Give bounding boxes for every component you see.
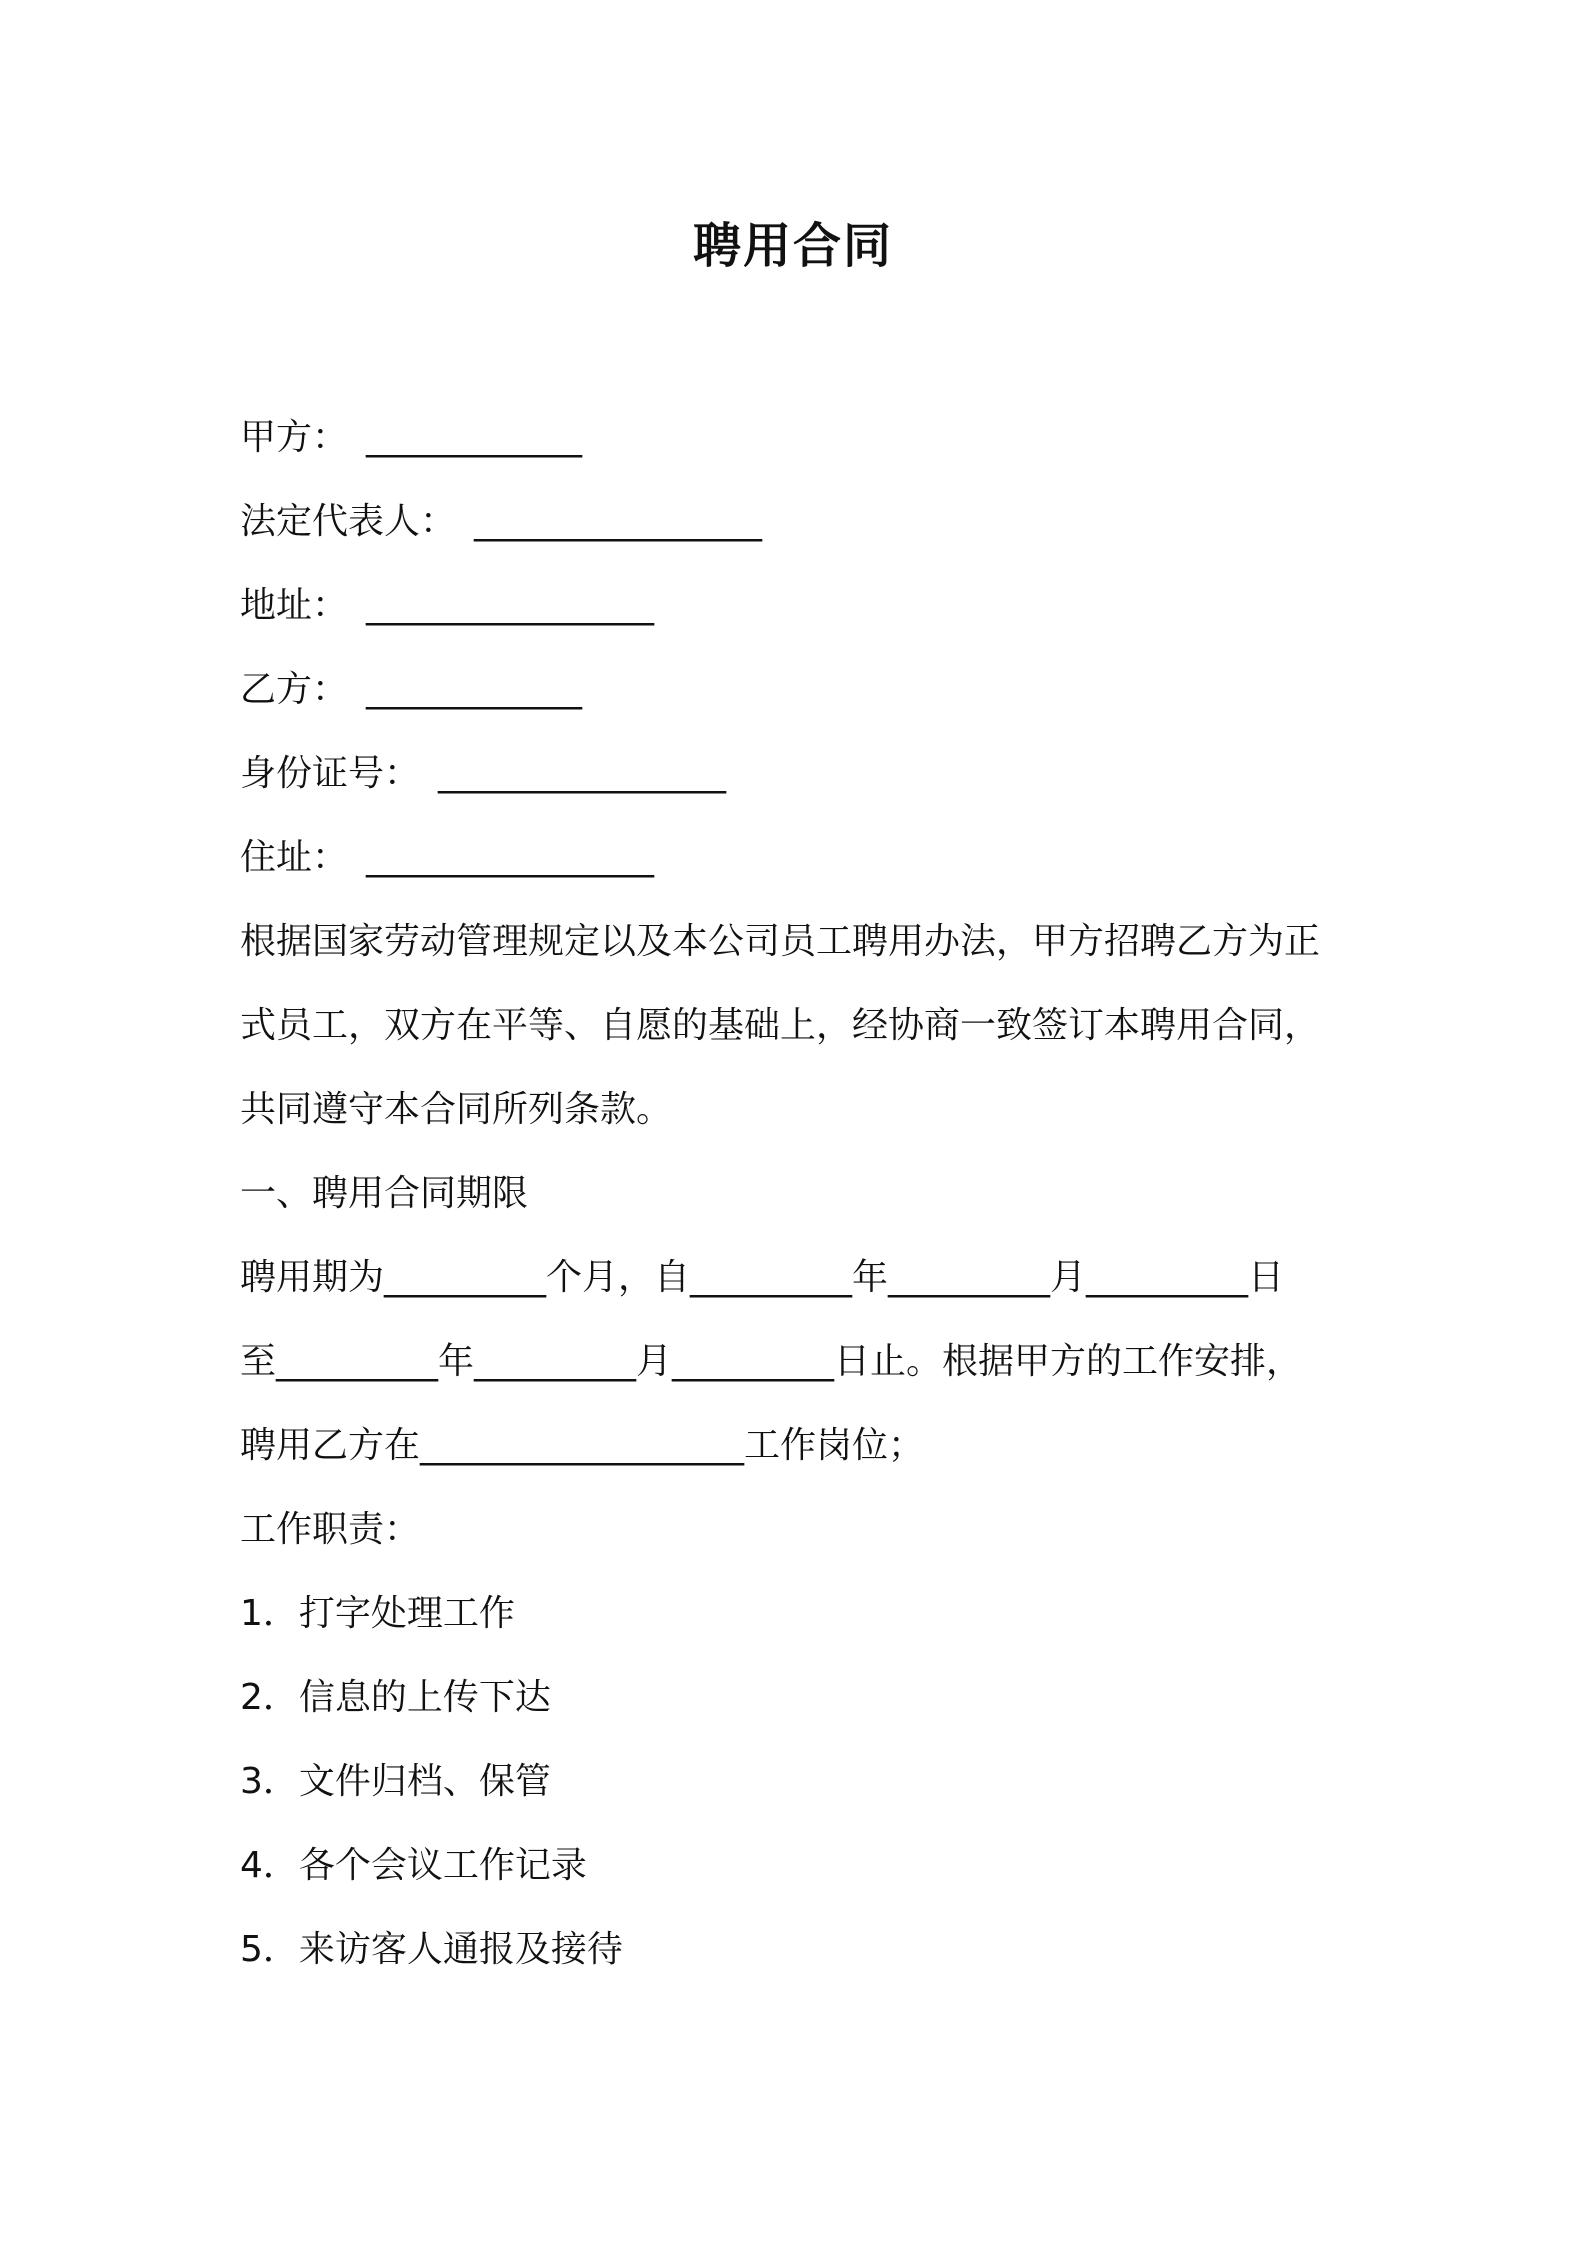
preamble-line-3: 共同遵守本合同所列条款。: [240, 1089, 673, 1130]
residence-label: 住址：: [240, 837, 349, 878]
address-label: 地址：: [240, 585, 349, 626]
party-a-label: 甲方：: [240, 417, 349, 458]
duty-number: 2．: [240, 1677, 299, 1718]
id-number-field: [240, 748, 1360, 800]
duties-heading: 工作职责：: [240, 1509, 421, 1550]
duty-number: 4．: [240, 1845, 299, 1886]
party-b-label: 乙方：: [240, 669, 349, 710]
duty-item: [240, 1924, 1360, 1976]
duty-text: 各个会议工作记录: [298, 1845, 587, 1886]
duty-item: [240, 1756, 1360, 1808]
duty-text: 信息的上传下达: [298, 1677, 551, 1718]
legal-rep-label: 法定代表人：: [240, 501, 457, 542]
id-number-label: 身份证号：: [240, 753, 421, 794]
preamble-line-1: 根据国家劳动管理规定以及本公司员工聘用办法，甲方招聘乙方为正: [240, 921, 1321, 962]
id-number-blank: ________________: [438, 753, 727, 794]
duty-item: [240, 1672, 1360, 1724]
duty-number: 3．: [240, 1761, 299, 1802]
term-line-3: 聘用乙方在__________________工作岗位；: [240, 1425, 925, 1466]
duty-item: [240, 1588, 1360, 1640]
party-b-field: [240, 664, 1360, 716]
party-a-field: [240, 412, 1360, 464]
duty-number: 1．: [240, 1593, 299, 1634]
duty-text: 文件归档、保管: [298, 1761, 551, 1802]
preamble-line-2: 式员工，双方在平等、自愿的基础上，经协商一致签订本聘用合同，: [240, 1005, 1321, 1046]
residence-field: [240, 832, 1360, 884]
legal-rep-field: [240, 496, 1360, 548]
section-one-heading: 一、聘用合同期限: [240, 1173, 529, 1214]
duty-text: 打字处理工作: [298, 1593, 515, 1634]
residence-blank: ________________: [366, 837, 655, 878]
duty-number: 5．: [240, 1929, 299, 1970]
party-b-blank: ____________: [366, 669, 583, 710]
duty-text: 来访客人通报及接待: [298, 1929, 623, 1970]
term-line-1: 聘用期为_________个月，自_________年_________月_________日: [240, 1257, 1285, 1298]
term-line-2: 至_________年_________月_________日止。根据甲方的工作安排，: [240, 1341, 1303, 1382]
document-title: 聘用合同: [692, 218, 893, 274]
duty-item: [240, 1840, 1360, 1892]
address-field: [240, 580, 1360, 632]
address-blank: ________________: [366, 585, 655, 626]
legal-rep-blank: ________________: [474, 501, 763, 542]
party-a-blank: ____________: [366, 417, 583, 458]
